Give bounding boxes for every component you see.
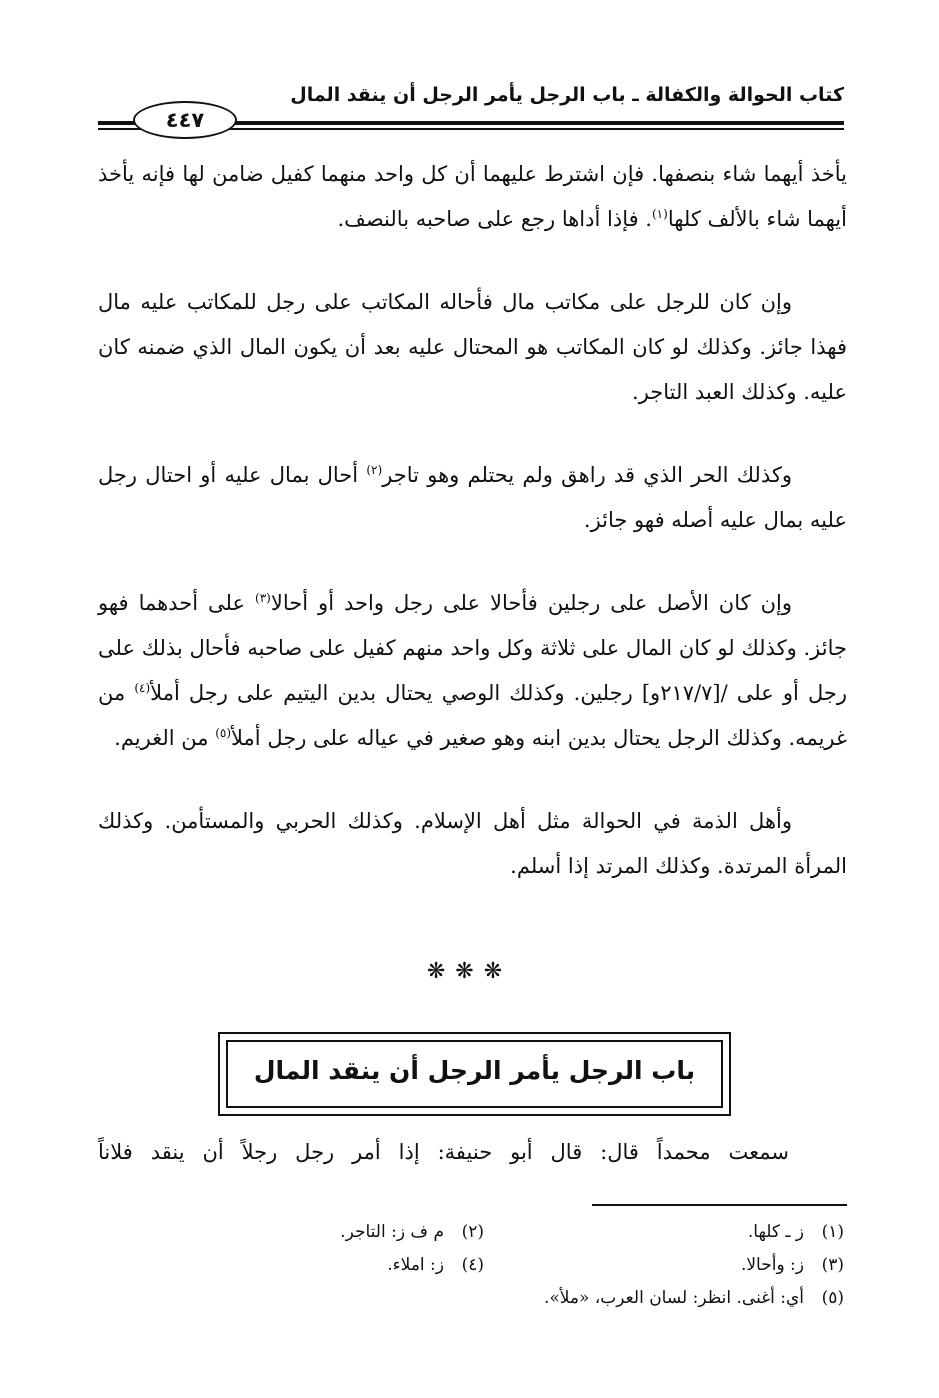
footnote-1 bbox=[544, 1222, 844, 1242]
paragraph-5: وأهل الذمة في الحوالة مثل أهل الإسلام. وكذلك الحربي والمستأمن. وكذلك المرأة المرتدة. وكذلك المرتد إذا أسلم. bbox=[98, 809, 847, 878]
paragraph-1-text-b: . فإذا أداها رجع على صاحبه بالنصف. bbox=[337, 207, 652, 231]
footnote-ref-1: (١) bbox=[651, 207, 668, 221]
paragraph-1 bbox=[98, 152, 847, 242]
footnote-row bbox=[98, 1281, 844, 1314]
footnote-4-text: ز: املاء. bbox=[387, 1254, 444, 1275]
footnote-2-text: م ف ز: التاجر. bbox=[340, 1221, 444, 1242]
paragraph-1-text-a: يأخذ أيهما شاء بنصفها. فإن اشترط عليهما أن كل واحد منهما كفيل ضامن لها فإنه يأخذ أيهما شاء بالألف كلها bbox=[98, 162, 847, 231]
footnote-3-text: ز: وأحالا. bbox=[740, 1254, 804, 1275]
footnotes bbox=[98, 1215, 844, 1314]
footnote-5 bbox=[244, 1288, 844, 1308]
footnote-4 bbox=[184, 1255, 484, 1275]
footnote-2 bbox=[184, 1222, 484, 1242]
page-number: ٤٤٧ bbox=[133, 101, 237, 139]
footnote-ref-2: (٢) bbox=[366, 463, 383, 477]
paragraph-4 bbox=[98, 581, 847, 761]
footnote-row bbox=[98, 1215, 844, 1248]
footnote-5-number: (٥) bbox=[821, 1287, 844, 1308]
paragraph-3-text-a: وكذلك الحر الذي قد راهق ولم يحتلم وهو تاجر bbox=[382, 463, 792, 487]
paragraph-4-text-d: من الغريم. bbox=[114, 726, 216, 750]
section-separator: ❋❋❋ bbox=[426, 959, 513, 984]
running-head: كتاب الحوالة والكفالة ـ باب الرجل يأمر الرجل أن ينقد المال bbox=[290, 84, 844, 106]
paragraph-2: وإن كان للرجل على مكاتب مال فأحاله المكاتب على رجل للمكاتب عليه مال فهذا جائز. وكذلك لو كان المكاتب هو المحتال عليه بعد أن يكون المال الذي ضمنه كان عليه. وكذلك العبد التاجر. bbox=[98, 290, 847, 404]
footnote-row bbox=[98, 1248, 844, 1281]
footnote-2-number: (٢) bbox=[461, 1221, 484, 1242]
paragraph-3 bbox=[98, 453, 847, 543]
footnote-5-text: أي: أغنى. انظر: لسان العرب، «ملأ». bbox=[543, 1287, 804, 1308]
footnote-rule bbox=[592, 1204, 847, 1206]
footnote-ref-4: (٤) bbox=[134, 681, 151, 695]
footnote-4-number: (٤) bbox=[461, 1254, 484, 1275]
chapter-opening-line: سمعت محمداً قال: قال أبو حنيفة: إذا أمر رجل رجلاً أن ينقد فلاناً bbox=[98, 1140, 789, 1164]
footnote-3-number: (٣) bbox=[821, 1254, 844, 1275]
chapter-heading-box bbox=[218, 1032, 731, 1116]
footnote-1-number: (١) bbox=[821, 1221, 844, 1242]
footnote-ref-5: (٥) bbox=[215, 726, 232, 740]
paragraph-3-text-b: أحال بمال عليه أو احتال رجل عليه بمال عليه أصله فهو جائز. bbox=[98, 463, 847, 532]
footnote-3 bbox=[544, 1255, 844, 1275]
footnote-ref-3: (٣) bbox=[255, 591, 271, 605]
paragraph-4-text-a: وإن كان الأصل على رجلين فأحالا على رجل واحد أو أحالا bbox=[270, 591, 793, 615]
chapter-title: باب الرجل يأمر الرجل أن ينقد المال bbox=[253, 1056, 696, 1085]
body-text bbox=[98, 152, 847, 927]
paragraph-4-text-c: من غريمه. وكذلك الرجل يحتال بدين ابنه وهو صغير في عياله على رجل أملأ bbox=[98, 681, 847, 750]
paragraph-4-text-b: على أحدهما فهو جائز. وكذلك لو كان المال على ثلاثة وكل واحد منهم كفيل على صاحبه فأحال بذلك على رجل أو على /[٢١٧/٧و] رجلين. وكذلك الوصي يحتال بدين اليتيم على رجل أملأ bbox=[98, 591, 847, 705]
footnote-1-text: ز ـ كلها. bbox=[747, 1221, 804, 1242]
